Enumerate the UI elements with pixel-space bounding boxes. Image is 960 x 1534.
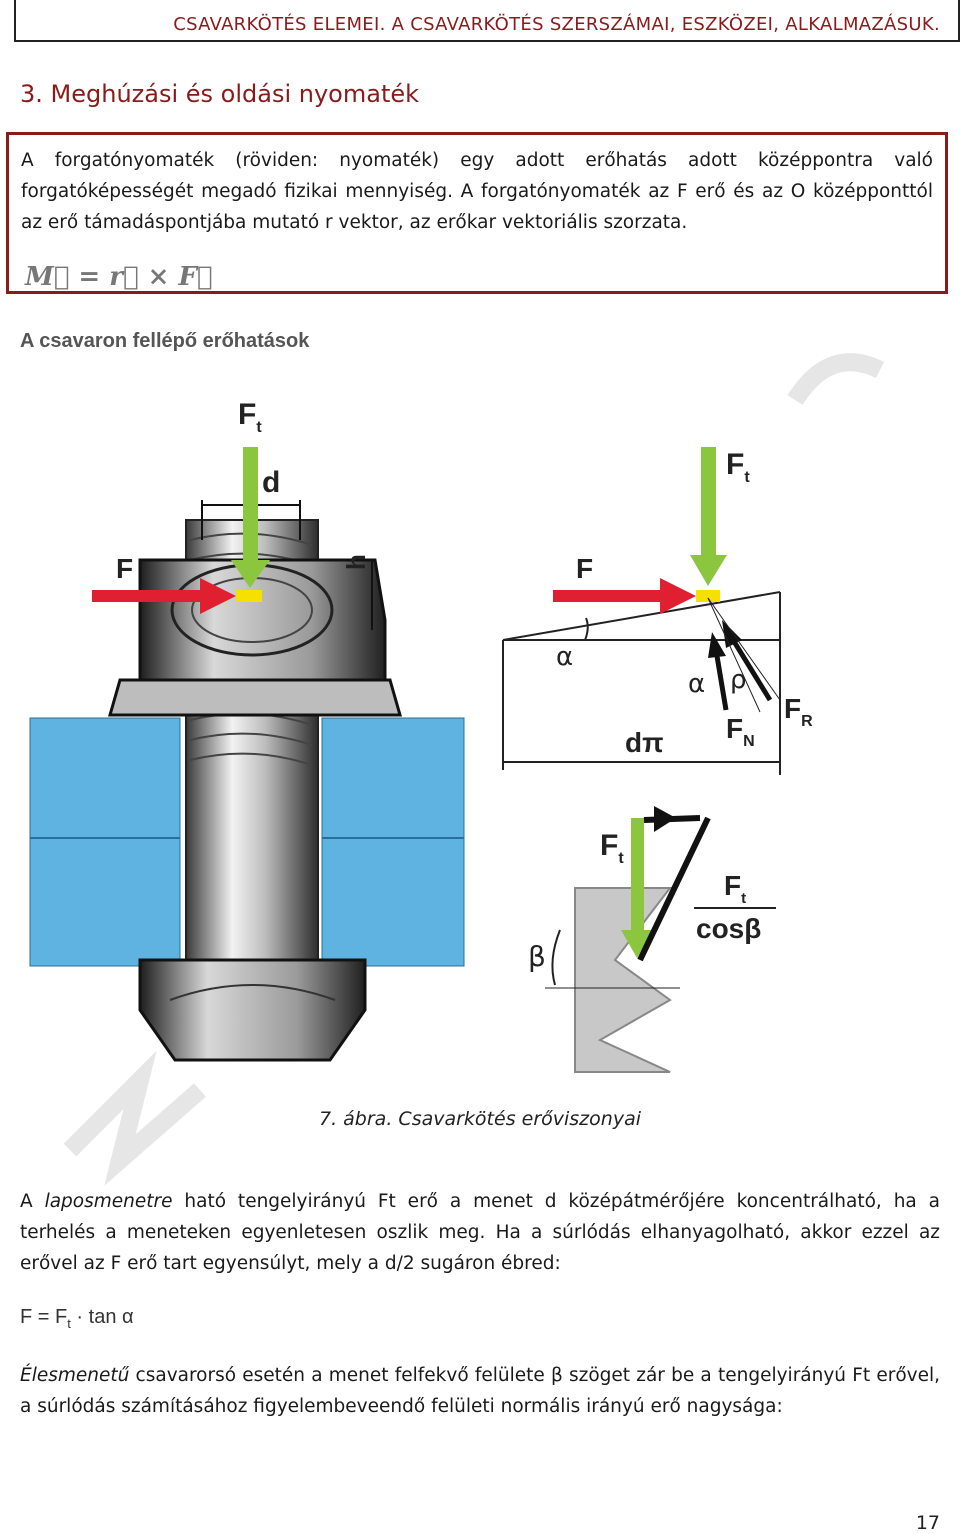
ft-arrow-right — [690, 447, 727, 586]
torque-formula — [23, 257, 213, 293]
label-dpi: dπ — [625, 727, 664, 758]
para2-text: csavarorsó esetén a menet felfekvő felülete β szöget zár be a tengelyirányú Ft erővel, a súrlódás számításához figyelembeveendő felületi normális irányú erő nagysága: — [20, 1365, 940, 1417]
label-ft-left: $F_t$ — [238, 398, 262, 436]
bolt-head — [140, 960, 365, 1060]
label-fn: $F_N$ — [726, 713, 755, 750]
eq-lhs: F = F — [20, 1306, 68, 1328]
plate-left — [30, 718, 180, 966]
label-h: h — [341, 554, 371, 570]
page-number: 17 — [915, 1512, 940, 1534]
label-beta: β — [528, 940, 546, 973]
label-rho: ρ — [730, 665, 747, 695]
f-arrow-right — [553, 578, 696, 614]
header-bar — [14, 0, 960, 42]
label-ft-profile: $F_t$ — [600, 829, 624, 867]
para1-emphasis: laposmenetre — [44, 1191, 173, 1212]
para2-emphasis: Élesmenetű — [20, 1365, 130, 1386]
washer — [110, 680, 400, 715]
para1-text: ható tengelyirányú Ft erő a menet d középátmérőjére koncentrálható, ha a terhelés a meneteken egyenletesen oszlik meg. Ha a súrlódás elhanyagolható, akkor ezzel az erővel az F erő tart egyensúlyt, mely a d/2 sugáron ébred: — [20, 1191, 940, 1274]
plate-right — [322, 718, 464, 966]
paragraph-flat-thread — [20, 1186, 940, 1279]
label-f-right: F — [576, 553, 594, 584]
label-d: d — [262, 466, 281, 499]
thread-profile — [575, 888, 670, 1072]
figure-caption — [0, 1108, 960, 1130]
torque-formula-text: M⃗ = r⃗ × F⃗ — [25, 262, 213, 292]
eq-rhs: · tan α — [70, 1306, 134, 1328]
label-fr: $F_R$ — [784, 693, 813, 730]
eq-sub: t — [67, 1316, 71, 1331]
bolt-force-figure — [0, 340, 960, 1100]
caption-text: Csavarkötés erőviszonyai — [398, 1108, 641, 1130]
label-alpha-2: α — [688, 669, 706, 699]
label-cos-denominator: cosβ — [696, 913, 762, 944]
contact-point-right — [696, 590, 720, 602]
caption-number: 7. ábra. — [319, 1108, 393, 1130]
paragraph-sharp-thread — [20, 1360, 940, 1422]
figure-subheading: A csavaron fellépő erőhatások — [20, 330, 310, 352]
label-f-left: F — [116, 553, 134, 584]
header-title: CSAVARKÖTÉS ELEMEI. A CSAVARKÖTÉS SZERSZÁMAI, ESZKÖZEI, ALKALMAZÁSUK. — [173, 14, 940, 35]
para1-pre: A — [20, 1191, 45, 1212]
equation-f — [20, 1306, 134, 1331]
definition-text: A forgatónyomaték (röviden: nyomaték) egy adott erőhatás adott középpontra való forgatóképességét megadó fizikai mennyiség. A forgatónyomaték az F erő és az O középponttól az erő támadáspontjába mutató r vektor, az erőkar vektoriális szorzata. — [21, 150, 933, 233]
label-cos-numerator: $F_t$ — [724, 870, 747, 907]
contact-point-left — [236, 590, 262, 602]
label-alpha-1: α — [556, 642, 574, 672]
label-ft-right: $F_t$ — [726, 448, 750, 486]
definition-box — [6, 132, 948, 294]
section-heading: 3. Meghúzási és oldási nyomaték — [20, 80, 420, 108]
